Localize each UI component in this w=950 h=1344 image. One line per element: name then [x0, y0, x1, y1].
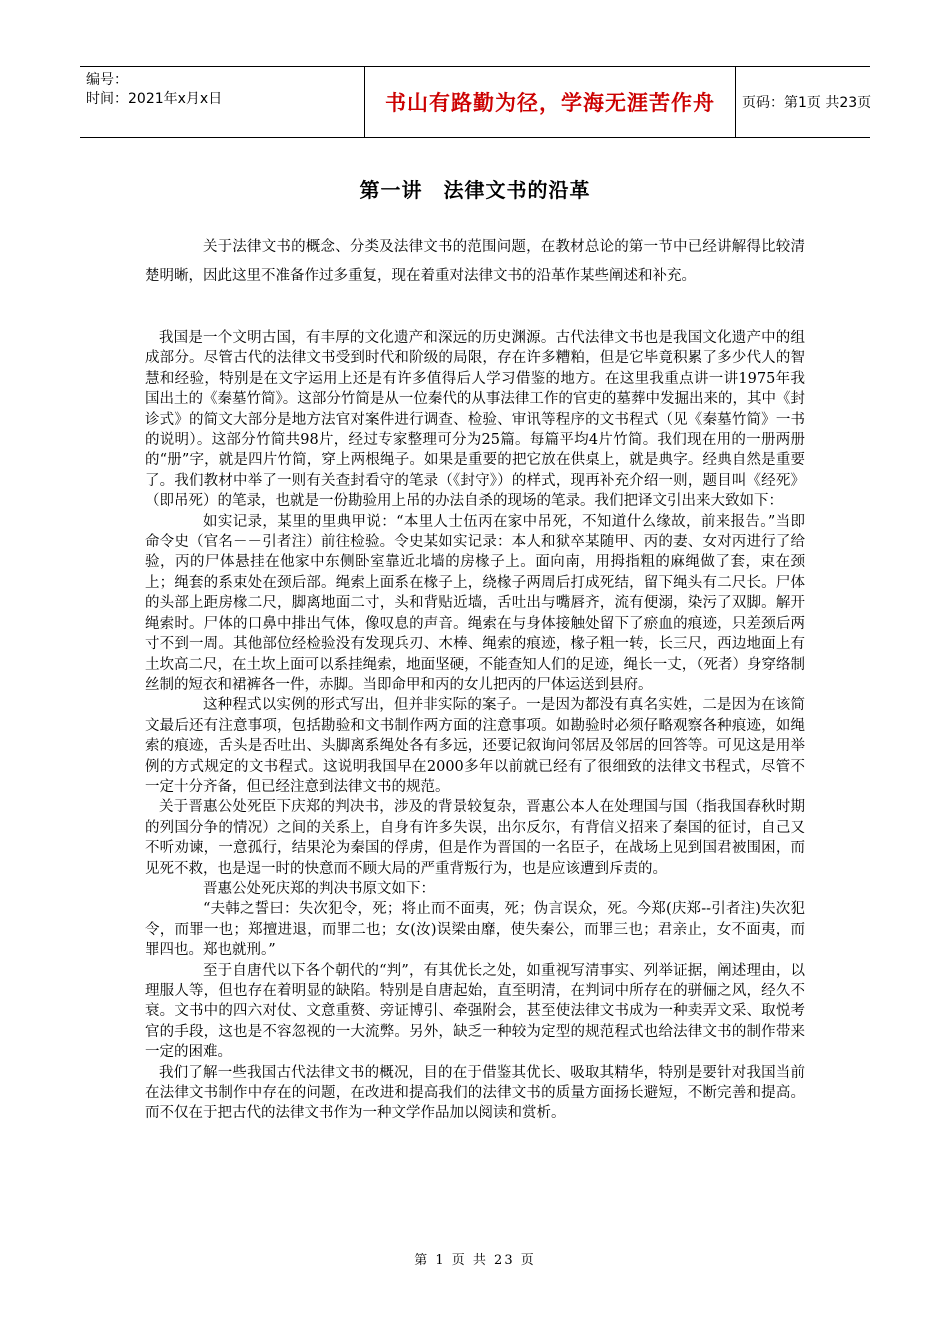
document-body [145, 328, 805, 1124]
intro-paragraph: 关于法律文书的概念、分类及法律文书的范围问题，在教材总论的第一节中已经讲解得比较清楚明晰，因此这里不准备作过多重复，现在着重对法律文书的沿革作某些阐述和补充。 [145, 239, 805, 284]
body-paragraph-2: 如实记录，某里的里典甲说：“本里人士伍丙在家中吊死，不知道什么缘故，前来报告。”当即命令史（官名－－引者注）前往检验。令史某如实记录：本人和狱卒某随甲、丙的妻、女对丙进行了给验，丙的尸体悬挂在他家中东侧卧室靠近北墙的房椽子上。面向南，用拇指粗的麻绳做了套，束在颈上；绳套的系束处在颈后部。绳索上面系在椽子上，绕椽子两周后打成死结，留下绳头有二尺长。尸体的头部上距房椽二尺，脚离地面二寸，头和背贴近墙，舌吐出与嘴唇齐，流有便溺，染污了双脚。解开绳索时。尸体的口鼻中排出气体，像叹息的声音。绳索在与身体接触处留下了瘀血的痕迹，只差颈后两寸不到一周。其他部位经检验没有发现兵刃、木棒、绳索的痕迹，椽子粗一转，长三尺，西边地面上有土坎高二尺，在土坎上面可以系挂绳索，地面坚硬，不能查知人们的足迹，绳长一丈，（死者）身穿络制丝制的短衣和裙裤各一件，赤脚。当即命甲和丙的女儿把丙的尸体运送到县府。 [145, 513, 805, 693]
header-page-number: 页码：第1页 共23页 [742, 95, 872, 111]
header-slogan: 书山有路勤为径，学海无涯苦作舟 [385, 91, 715, 115]
document-number-label: 编号： [86, 72, 128, 88]
body-paragraph-1: 我国是一个文明古国，有丰厚的文化遗产和深远的历史渊源。古代法律文书也是我国文化遗产中的组成部分。尽管古代的法律文书受到时代和阶级的局限，存在许多糟粕，但是它毕竟积累了多少代人的智慧和经验，特别是在文字运用上还是有许多值得后人学习借鉴的地方。在这里我重点讲一讲1975年我国出土的《秦墓竹简》。这部分竹简是从一位秦代的从事法律工作的官吏的墓葬中发掘出来的，其中《封诊式》的简文大部分是地方法官对案件进行调查、检验、审讯等程序的文书程式（见《秦墓竹简》一书的说明）。这部分竹简共98片，经过专家整理可分为25篇。每篇平均4片竹简。我们现在用的一册两册的“册”字，就是四片竹简，穿上两根绳子。如果是重要的把它放在供桌上，就是典字。经典自然是重要了。我们教材中举了一则有关查封看守的笔录（《封守》）的样式，现再补充介绍一则，题目叫《经死》（即吊死）的笔录，也就是一份勘验用上吊的办法自杀的现场的笔录。我们把译文引出来大致如下： [145, 330, 805, 510]
body-paragraph-7: 至于自唐代以下各个朝代的“判”，有其优长之处，如重视写清事实、列举证据，阐述理由，以理服人等，但也存在着明显的缺陷。特别是自唐起始，直至明清，在判词中所存在的骈俪之风，经久不衰。文书中的四六对仗、文意重赘、旁证博引、牵强附会，甚至使法律文书成为一种卖弄文采、取悦考官的手段，这也是不容忽视的一大流弊。另外，缺乏一种较为定型的规范程式也给法律文书的制作带来一定的困难。 [145, 962, 805, 1061]
header-slogan-cell [364, 67, 736, 137]
body-paragraph-4: 关于晋惠公处死臣下庆郑的判决书，涉及的背景较复杂，晋惠公本人在处理国与国（指我国春秋时期的列国分争的情况）之间的关系上，自身有许多失误，出尔反尔，有背信义招来了秦国的征讨，自己又不听劝谏，一意孤行，结果沦为秦国的俘虏，但是作为晋国的一名臣子，在战场上见到国君被围困，而见死不救，也是逞一时的快意而不顾大局的严重背叛行为，也是应该遭到斥责的。 [145, 799, 805, 877]
page-header [80, 66, 870, 138]
body-paragraph-8: 我们了解一些我国古代法律文书的概况，目的在于借鉴其优长、吸取其精华，特别是要针对我国当前在法律文书制作中存在的问题，在改进和提高我们的法律文书的质量方面扬长避短，不断完善和提高。而不仅在于把古代的法律文书作为一种文学作品加以阅读和赏析。 [145, 1064, 805, 1122]
page-title: 第一讲 法律文书的沿革 [359, 178, 591, 202]
document-time-label: 时间：2021年x月x日 [86, 91, 223, 107]
header-meta [86, 71, 286, 109]
body-paragraph-5: 晋惠公处死庆郑的判决书原文如下： [203, 880, 435, 897]
body-paragraph-6: “夫韩之誓曰：失次犯令，死；将止而不面夷，死；伪言误众，死。今郑(庆郑--引者注)失次犯令，而罪一也；郑擅进退，而罪二也；女(汝)误梁由靡，使失秦公，而罪三也；君亲止，女不面夷，而罪四也。郑也就刑。” [145, 901, 805, 959]
page-footer: 第 1 页 共 23 页 [414, 1253, 536, 1268]
body-paragraph-3: 这种程式以实例的形式写出，但并非实际的案子。一是因为都没有真名实姓，二是因为在该简文最后还有注意事项，包括勘验和文书制作两方面的注意事项。如勘验时必须仔略观察各种痕迹，如绳索的痕迹，舌头是否吐出、头脚离系绳处各有多远，还要记叙询问邻居及邻居的回答等。可见这是用举例的方式规定的文书程式。这说明我国早在2000多年以前就已经有了很细致的法律文书程式，尽管不一定十分齐备，但已经注意到法律文书的规范。 [145, 697, 805, 795]
